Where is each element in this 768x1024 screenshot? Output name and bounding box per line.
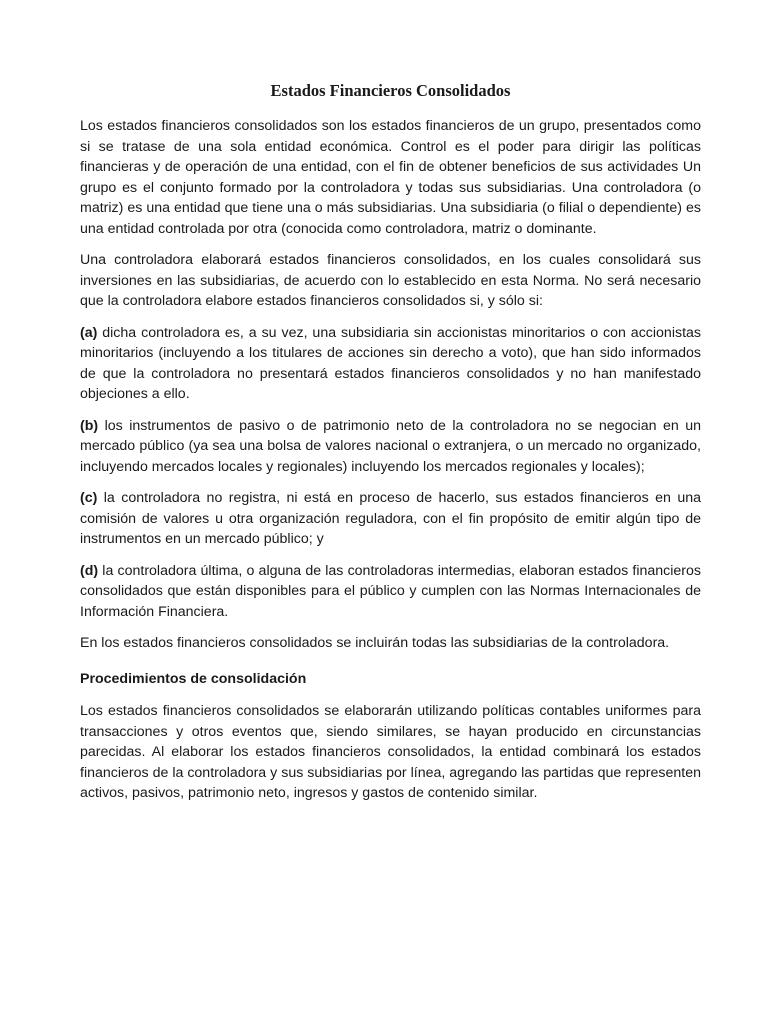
condition-label: (d) — [80, 562, 99, 579]
condition-text: los instrumentos de pasivo o de patrimonio neto de la controladora no se negocian en un mercado público (ya sea una bolsa de valores nacional o extranjera, o un mercado no organizado, incluyendo mercados locales y regionales) incluyendo los mercados regionales y locales); — [80, 417, 701, 475]
paragraph-procedures: Los estados financieros consolidados se elaborarán utilizando políticas contables uniformes para transacciones y otros eventos que, siendo similares, se hayan producido en circunstancias parecidas. Al elaborar los estados financieros consolidados, la entidad combinará los estados financieros de la controladora y sus subsidiarias por línea, agregando las partidas que representen activos, pasivos, patrimonio neto, ingresos y gastos de contenido similar. — [80, 703, 701, 801]
document-title: Estados Financieros Consolidados — [270, 81, 511, 100]
paragraph-subsidiaries: En los estados financieros consolidados se incluirán todas las subsidiarias de la controladora. — [80, 635, 670, 651]
paragraph-obligation: Una controladora elaborará estados financieros consolidados, en los cuales consolidará sus inversiones en las subsidiarias, de acuerdo con lo establecido en esta Norma. No será necesario que la controladora elabore estados financieros consolidados si, y sólo si: — [80, 252, 701, 309]
condition-text: la controladora no registra, ni está en proceso de hacerlo, sus estados financieros en una comisión de valores u otra organización reguladora, con el fin propósito de emitir algún tipo de instrumentos en un mercado público; y — [80, 490, 701, 547]
section-heading: Procedimientos de consolidación — [80, 670, 307, 687]
condition-text: dicha controladora es, a su vez, una subsidiaria sin accionistas minoritarios o con accionistas minoritarios (incluyendo a los titulares de acciones sin derecho a voto), que han sido informados de que la controladora no presentará estados financieros consolidados y no han manifestado objeciones a ello. — [80, 324, 701, 402]
condition-c — [80, 488, 701, 550]
condition-label: (a) — [80, 324, 98, 341]
condition-d — [80, 561, 701, 623]
document-page — [80, 80, 701, 815]
condition-text: la controladora última, o alguna de las controladoras intermedias, elaboran estados financieros consolidados que están disponibles para el público y cumplen con las Normas Internacionales de Información Financiera. — [80, 562, 701, 620]
condition-b — [80, 416, 701, 478]
condition-label: (c) — [80, 490, 98, 506]
condition-a — [80, 323, 701, 405]
paragraph-definition: Los estados financieros consolidados son los estados financieros de un grupo, presentados como si se tratase de una sola entidad económica. Control es el poder para dirigir las políticas financieras y de operación de una entidad, con el fin de obtener beneficios de sus actividades Un grupo es el conjunto formado por la controladora y todas sus subsidiarias. Una controladora (o matriz) es una entidad que tiene una o más subsidiarias. Una subsidiaria (o filial o dependiente) es una entidad controlada por otra (conocida como controladora, matriz o dominante. — [80, 118, 701, 237]
condition-label: (b) — [80, 417, 99, 434]
